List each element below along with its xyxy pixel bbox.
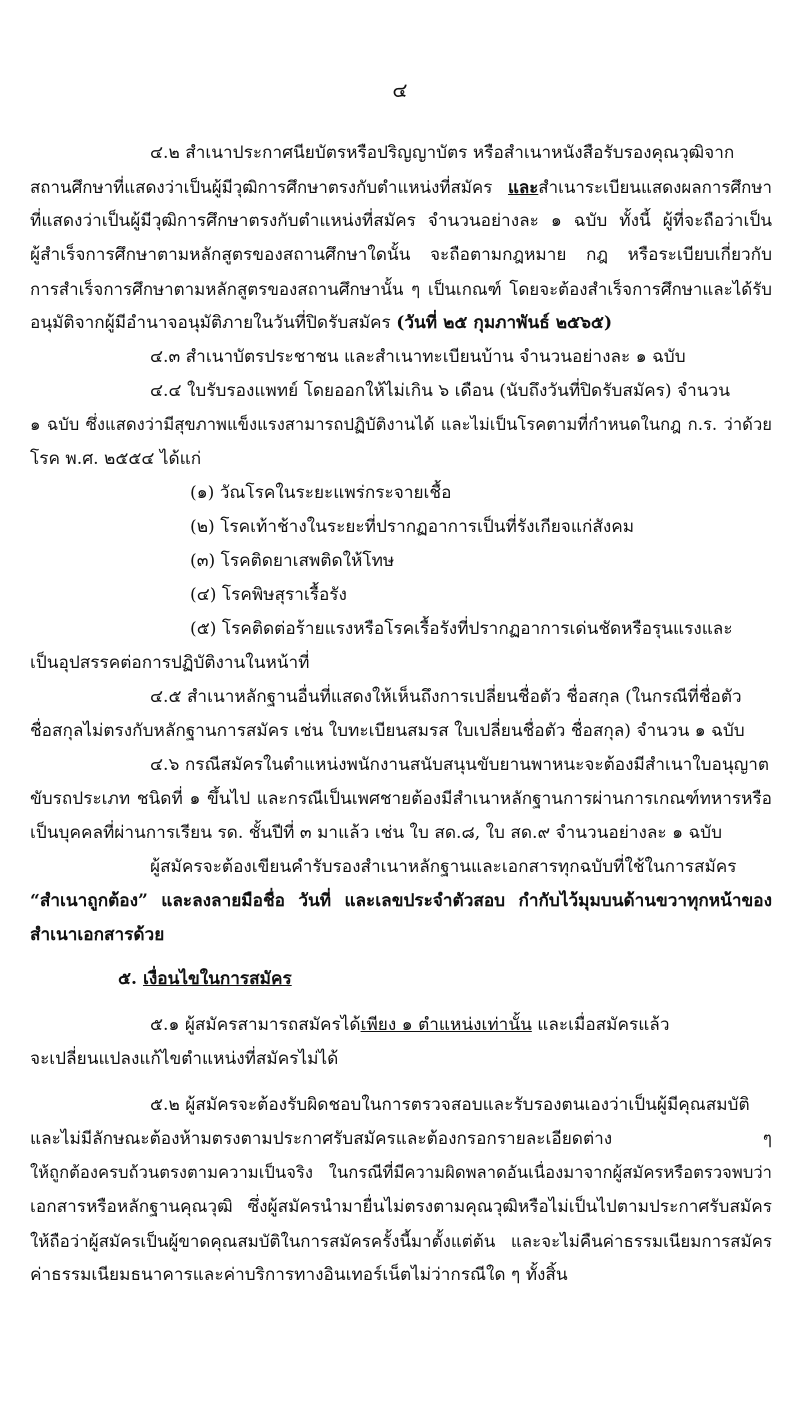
- s4-2-line-2-a: สถานศึกษาที่แสดงว่าเป็นผู้มีวุฒิการศึกษาตรงกับตำแหน่งที่สมัคร: [30, 177, 508, 197]
- s4-6-line-3: เป็นบุคคลที่ผ่านการเรียน รด. ชั้นปีที่ ๓ มาแล้ว เช่น ใบ สด.๘, ใบ สด.๙ จำนวนอย่างละ ๑ ฉบับ: [30, 823, 722, 843]
- s5-1-line-1-a: ๕.๑ ผู้สมัครสามารถสมัครได้: [150, 1015, 361, 1035]
- section-5-number: ๕.: [118, 969, 143, 989]
- s5-2-line-1: ๕.๒ ผู้สมัครจะต้องรับผิดชอบในการตรวจสอบและรับรองตนเองว่าเป็นผู้มีคุณสมบัติ: [150, 1095, 750, 1115]
- disease-item-5-line-2: เป็นอุปสรรคต่อการปฏิบัติงานในหน้าที่: [30, 653, 310, 673]
- s4-6-line-1: ๔.๖ กรณีสมัครในตำแหน่งพนักงานสนับสนุนขับยานพาหนะจะต้องมีสำเนาใบอนุญาต: [150, 755, 770, 775]
- s4-2-line-6: [30, 306, 772, 340]
- disease-item: (๑) วัณโรคในระยะแพร่กระจายเชื้อ: [190, 483, 452, 503]
- certify-line-3: สำเนาเอกสารด้วย: [30, 925, 165, 945]
- s4-2-and-emphasis: และ: [507, 177, 539, 197]
- s4-2-line-3: ที่แสดงว่าเป็นผู้มีวุฒิการศึกษาตรงกับตำแหน่งที่สมัคร จำนวนอย่างละ ๑ ฉบับ ทั้งนี้ ผู้ที่จะถือว่าเป็น: [30, 211, 772, 231]
- s4-5-line-2: ชื่อสกุลไม่ตรงกับหลักฐานการสมัคร เช่น ใบทะเบียนสมรส ใบเปลี่ยนชื่อตัว ชื่อสกุล) จำนวน ๑ ฉบับ: [30, 721, 745, 741]
- section-5-heading: [118, 962, 292, 996]
- s5-1-line-2: จะเปลี่ยนแปลงแก้ไขตำแหน่งที่สมัครไม่ได้: [30, 1049, 339, 1069]
- s4-2-line-6-a: อนุมัติจากผู้มีอำนาจอนุมัติภายในวันที่ปิดรับสมัคร: [30, 313, 397, 333]
- s5-2-line-4: เอกสารหรือหลักฐานคุณวุฒิ ซึ่งผู้สมัครนำมายื่นไม่ตรงตามคุณวุฒิหรือไม่เป็นไปตามประกาศรับสมัคร: [30, 1197, 772, 1217]
- page-number: ๔: [392, 78, 408, 102]
- s4-4-line-3: โรค พ.ศ. ๒๕๕๔ ได้แก่: [30, 449, 202, 469]
- s5-2-line-3: ให้ถูกต้องครบถ้วนตรงตามความเป็นจริง ในกรณีที่มีความผิดพลาดอันเนื่องมาจากผู้สมัครหรือตรวจพบว่า: [30, 1163, 772, 1182]
- s5-2-line-6: ค่าธรรมเนียมธนาคารและค่าบริการทางอินเทอร์เน็ตไม่ว่ากรณีใด ๆ ทั้งสิ้น: [30, 1265, 568, 1285]
- s5-2-line-5: ให้ถือว่าผู้สมัครเป็นผู้ขาดคุณสมบัติในการสมัครครั้งนี้มาตั้งแต่ต้น และจะไม่คืนค่าธรรมเนียมการสมัคร: [30, 1231, 772, 1251]
- s4-2-line-4: ผู้สำเร็จการศึกษาตามหลักสูตรของสถานศึกษาใดนั้น จะถือตามกฎหมาย กฎ หรือระเบียบเกี่ยวกับ: [30, 245, 772, 265]
- disease-item: (๓) โรคติดยาเสพติดให้โทษ: [190, 551, 395, 571]
- disease-item: (๒) โรคเท้าช้างในระยะที่ปรากฏอาการเป็นที่รังเกียจแก่สังคม: [190, 517, 635, 537]
- certify-line-1: ผู้สมัครจะต้องเขียนคำรับรองสำเนาหลักฐานและเอกสารทุกฉบับที่ใช้ในการสมัคร: [150, 857, 737, 877]
- s4-5-line-1: ๔.๕ สำเนาหลักฐานอื่นที่แสดงให้เห็นถึงการเปลี่ยนชื่อตัว ชื่อสกุล (ในกรณีที่ชื่อตัว: [150, 687, 742, 707]
- disease-item-5-line-1: (๕) โรคติดต่อร้ายแรงหรือโรคเรื้อรังที่ปรากฏอาการเด่นชัดหรือรุนแรงและ: [190, 619, 733, 639]
- certify-line-2: “สำเนาถูกต้อง” และลงลายมือชื่อ วันที่ และเลขประจำตัวสอบ กำกับไว้มุมบนด้านขวาทุกหน้าของ: [30, 891, 772, 911]
- s4-6-line-2: ขับรถประเภท ชนิดที่ ๑ ขึ้นไป และกรณีเป็นเพศชายต้องมีสำเนาหลักฐานการผ่านการเกณฑ์ทหารหรือ: [30, 789, 772, 809]
- disease-item: (๔) โรคพิษสุราเรื้อรัง: [190, 585, 347, 605]
- s5-1-line-1: [150, 1008, 669, 1042]
- closing-date: (วันที่ ๒๕ กุมภาพันธ์ ๒๕๖๕): [396, 313, 613, 333]
- s4-2-line-1: ๔.๒ สำเนาประกาศนียบัตรหรือปริญญาบัตร หรือสำเนาหนังสือรับรองคุณวุฒิจาก: [150, 143, 735, 163]
- s4-4-line-2: ๑ ฉบับ ซึ่งแสดงว่ามีสุขภาพแข็งแรงสามารถปฏิบัติงานได้ และไม่เป็นโรคตามที่กำหนดในกฎ ก.ร. ว่าด้วย: [30, 415, 772, 434]
- s5-2-line-2: และไม่มีลักษณะต้องห้ามตรงตามประกาศรับสมัครและต้องกรอกรายละเอียดต่าง ๆ: [30, 1129, 772, 1149]
- s4-2-line-2-b: สำเนาระเบียนแสดงผลการศึกษา: [538, 177, 772, 197]
- s4-3-line: ๔.๓ สำเนาบัตรประชาชน และสำเนาทะเบียนบ้าน จำนวนอย่างละ ๑ ฉบับ: [150, 347, 686, 367]
- s4-4-line-1: ๔.๔ ใบรับรองแพทย์ โดยออกให้ไม่เกิน ๖ เดือน (นับถึงวันที่ปิดรับสมัคร) จำนวน: [150, 381, 730, 401]
- s4-2-line-5: การสำเร็จการศึกษาตามหลักสูตรของสถานศึกษานั้น ๆ เป็นเกณฑ์ โดยจะต้องสำเร็จการศึกษาและได้รับ: [30, 279, 772, 299]
- s5-1-one-position-emphasis: เพียง ๑ ตำแหน่งเท่านั้น: [360, 1015, 532, 1035]
- s4-2-line-2: [30, 170, 772, 204]
- s5-1-line-1-b: และเมื่อสมัครแล้ว: [531, 1015, 670, 1035]
- section-5-title: เงื่อนไขในการสมัคร: [142, 969, 292, 989]
